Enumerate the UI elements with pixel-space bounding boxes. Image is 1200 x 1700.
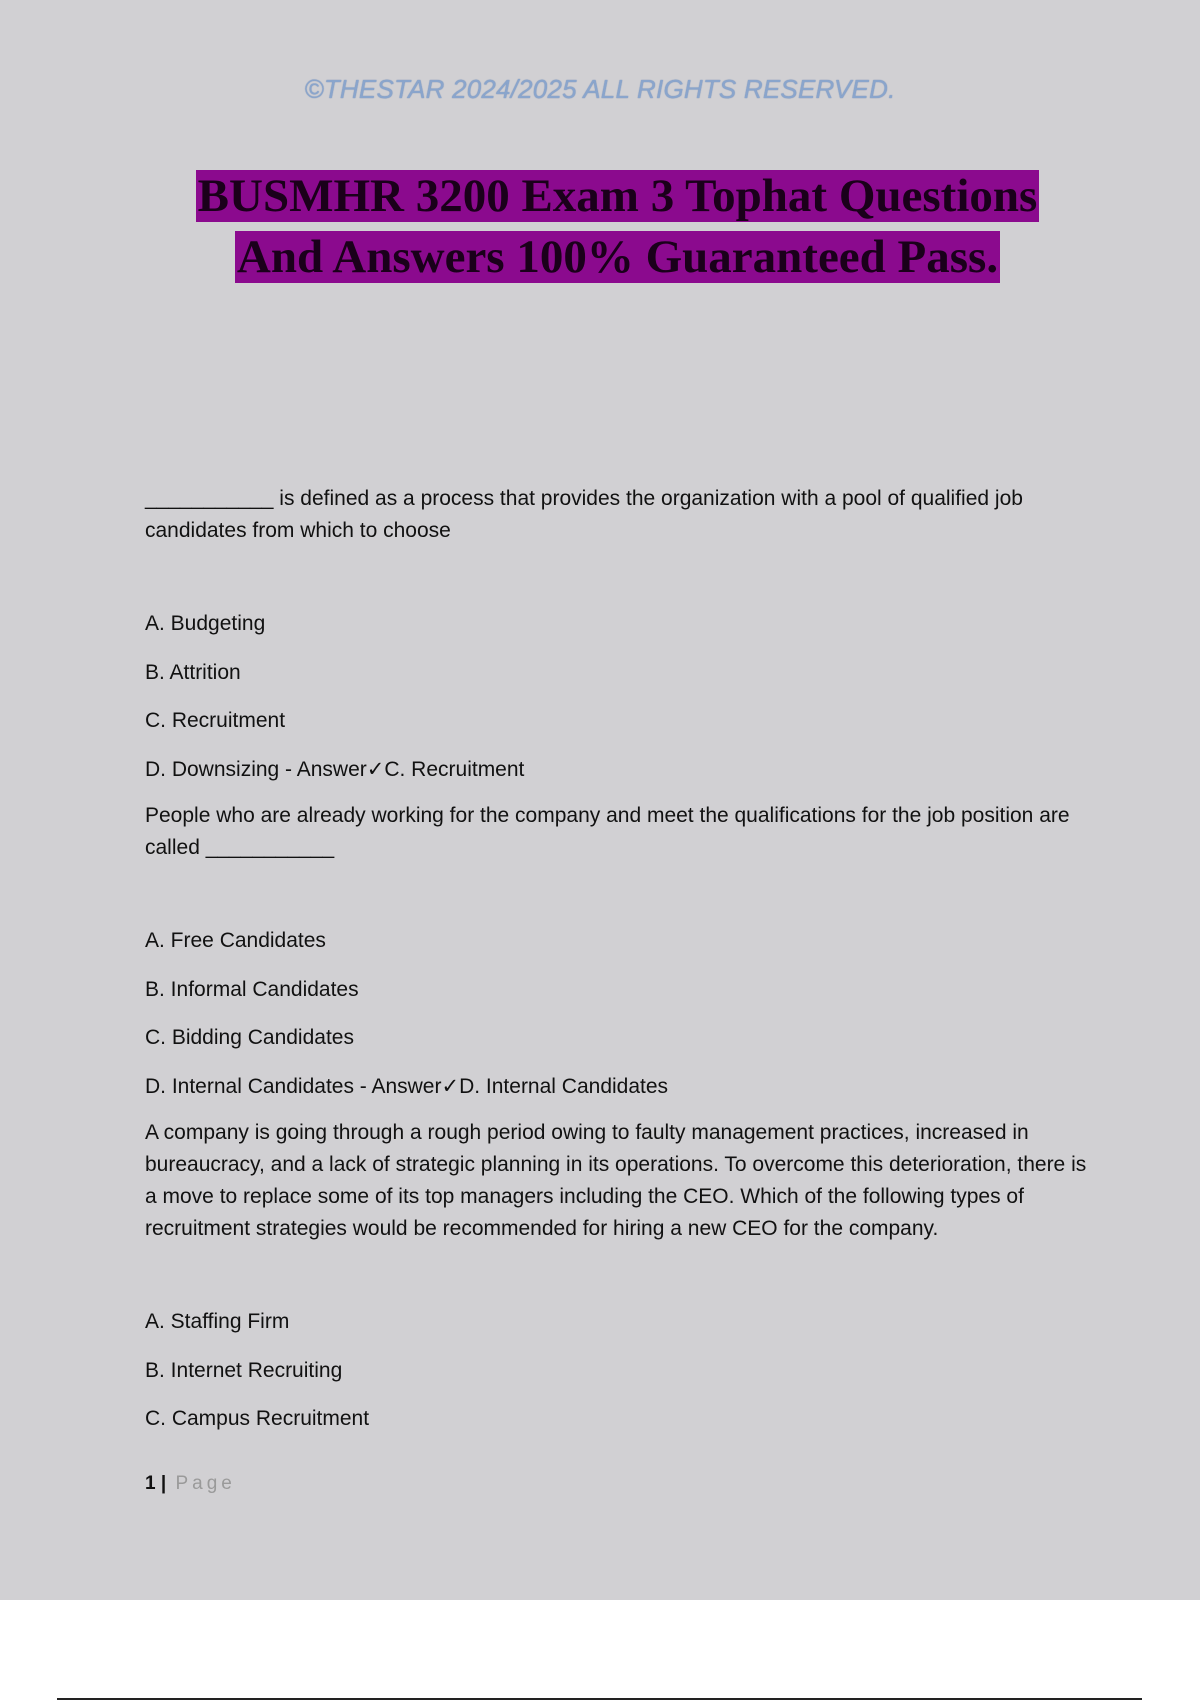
page-separator: | <box>160 1473 167 1494</box>
copyright-watermark: ©THESTAR 2024/2025 ALL RIGHTS RESERVED. <box>304 74 896 104</box>
option-item: C. Recruitment <box>145 709 286 732</box>
question-block <box>145 483 1090 784</box>
option-item: C. Campus Recruitment <box>145 1407 370 1430</box>
option-item: B. Informal Candidates <box>145 977 359 1001</box>
option-list <box>145 926 1090 1101</box>
title-line-1: BUSMHR 3200 Exam 3 Tophat Questions <box>197 170 1038 222</box>
question-block <box>145 800 1090 1101</box>
option-item: A. Budgeting <box>145 612 266 635</box>
question-list <box>145 483 1090 1453</box>
page-label: Page <box>175 1473 236 1494</box>
option-list <box>145 1307 1090 1434</box>
title-line-2: And Answers 100% Guaranteed Pass. <box>236 231 999 283</box>
document-title <box>0 166 1200 288</box>
page-number: 1 <box>145 1473 156 1494</box>
option-item: A. Free Candidates <box>145 929 326 952</box>
question-text: A company is going through a rough period owing to faulty management practices, increased in bureaucracy, and a lack of strategic planning in its operations. To overcome this deterioration, there is a move to replace some of its top managers including the CEO. Which of the following types of recruitment strategies would be recommended for hiring a new CEO for the company. <box>145 1121 1087 1240</box>
option-item: C. Bidding Candidates <box>145 1026 354 1049</box>
option-item-with-answer: D. Downsizing - Answer✓C. Recruitment <box>145 757 525 781</box>
question-block <box>145 1117 1090 1434</box>
option-item: B. Internet Recruiting <box>145 1358 343 1382</box>
option-item-with-answer: D. Internal Candidates - Answer✓D. Internal Candidates <box>145 1074 669 1098</box>
option-list <box>145 609 1090 784</box>
question-text: ___________ is defined as a process that provides the organization with a pool of qualified job candidates from which to choose <box>145 487 1023 542</box>
page-footer <box>145 1473 236 1495</box>
option-item: B. Attrition <box>145 660 241 684</box>
option-item: A. Staffing Firm <box>145 1310 290 1333</box>
question-text: People who are already working for the company and meet the qualifications for the job position are called ___________ <box>145 804 1070 859</box>
